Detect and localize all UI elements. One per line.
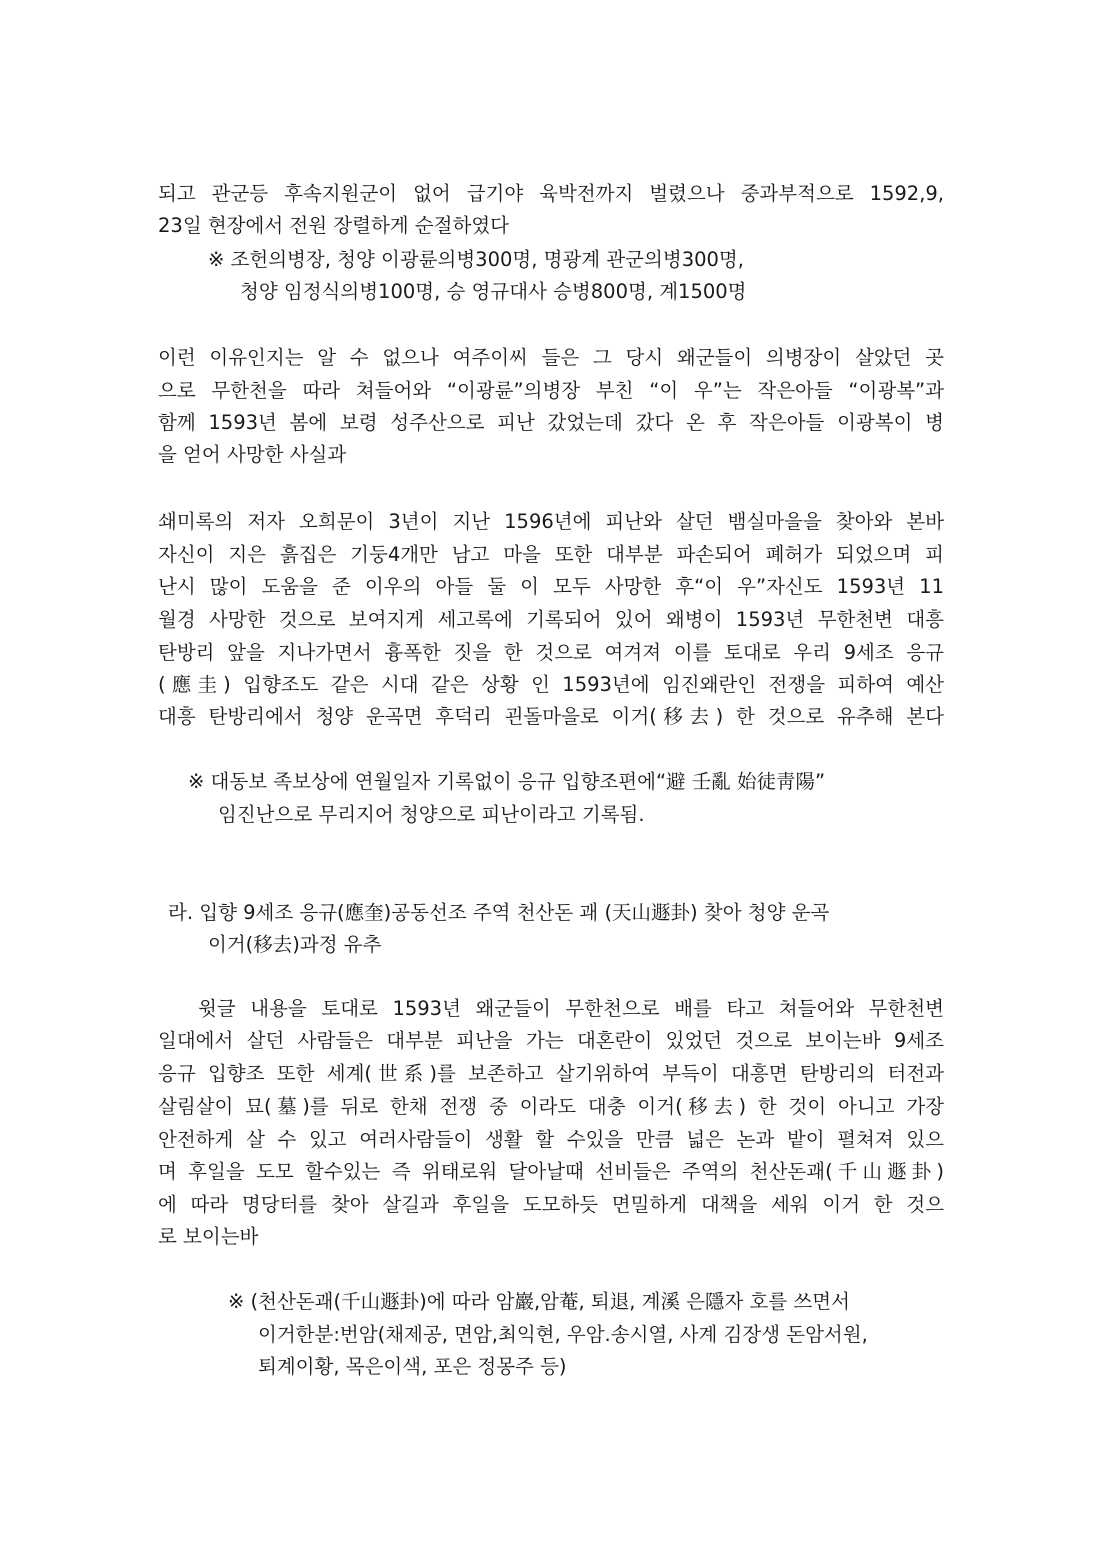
note-line: ※ 대동보 족보상에 연월일자 기록없이 응규 입향조편에“避 壬亂 始徒靑陽” xyxy=(188,770,826,793)
paragraph-line: 며 후일을 도모 할수있는 즉 위태로워 달아날때 선비들은 주역의 천산돈괘(千山遯卦) xyxy=(158,1160,944,1183)
paragraph-line: 대흥 탄방리에서 청양 운곡면 후덕리 괸돌마을로 이거(移去) 한 것으로 유추해 본다 xyxy=(158,705,944,728)
note-line: 퇴계이황, 목은이색, 포은 정몽주 등) xyxy=(258,1355,567,1378)
paragraph-line: 을 얻어 사망한 사실과 xyxy=(158,443,347,466)
paragraph-line: 에 따라 명당터를 찾아 살길과 후일을 도모하듯 면밀하게 대책을 세워 이거 한 것으 xyxy=(158,1193,944,1216)
note-line: 이거한분:번암(채제공, 면암,최익현, 우암.송시열, 사계 김장생 돈암서원, xyxy=(258,1323,868,1346)
paragraph-line: 으로 무한천을 따라 쳐들어와 “이광륜”의병장 부친 “이 우”는 작은아들 “이광복”과 xyxy=(158,379,944,402)
paragraph-line: 이런 이유인지는 알 수 없으나 여주이씨 들은 그 당시 왜군들이 의병장이 살았던 곳 xyxy=(158,346,944,369)
paragraph-line: 되고 관군등 후속지원군이 없어 급기야 육박전까지 벌렸으나 중과부적으로 1592,9, xyxy=(158,182,944,205)
paragraph-line: 자신이 지은 흙집은 기둥4개만 남고 마을 또한 대부분 파손되어 폐허가 되었으며 피 xyxy=(158,543,944,566)
paragraph-line: 함께 1593년 봄에 보령 성주산으로 피난 갔었는데 갔다 온 후 작은아들 이광복이 병 xyxy=(158,411,944,434)
paragraph-line: 쇄미록의 저자 오희문이 3년이 지난 1596년에 피난와 살던 뱀실마을을 찾아와 본바 xyxy=(158,510,944,533)
paragraph-line: 일대에서 살던 사람들은 대부분 피난을 가는 대혼란이 있었던 것으로 보이는바 9세조 xyxy=(158,1029,944,1052)
section-heading: 이거(移去)과정 유추 xyxy=(208,933,382,956)
note-line: 임진난으로 무리지어 청양으로 피난이라고 기록됨. xyxy=(218,803,645,826)
note-line: ※ 조헌의병장, 청양 이광륜의병300명, 명광계 관군의병300명, xyxy=(208,248,744,271)
paragraph-line: 로 보이는바 xyxy=(158,1225,259,1248)
paragraph-line: 난시 많이 도움을 준 이우의 아들 둘 이 모두 사망한 후“이 우”자신도 1593년 11 xyxy=(158,575,944,598)
note-line: 청양 임정식의병100명, 승 영규대사 승병800명, 계1500명 xyxy=(240,280,747,303)
note-line: ※ (천산돈괘(千山遯卦)에 따라 암巖,암菴, 퇴退, 계溪 은隱자 호를 쓰면서 xyxy=(228,1290,850,1313)
paragraph-line: 탄방리 앞을 지나가면서 흉폭한 짓을 한 것으로 여겨져 이를 토대로 우리 9세조 응규 xyxy=(158,641,944,664)
paragraph-line: 월경 사망한 것으로 보여지게 세고록에 기록되어 있어 왜병이 1593년 무한천변 대흥 xyxy=(158,608,944,631)
paragraph-line: 윗글 내용을 토대로 1593년 왜군들이 무한천으로 배를 타고 쳐들어와 무한천변 xyxy=(198,997,944,1020)
paragraph-line: 살림살이 묘(墓)를 뒤로 한채 전쟁 중 이라도 대충 이거(移去) 한 것이 아니고 가장 xyxy=(158,1095,944,1118)
paragraph-line: 안전하게 살 수 있고 여러사람들이 생활 할 수있을 만큼 넓은 논과 밭이 펼쳐져 있으 xyxy=(158,1128,944,1151)
section-heading: 라. 입향 9세조 응규(應奎)공동선조 주역 천산돈 괘 (天山遯卦) 찾아 청양 운곡 xyxy=(168,901,830,924)
paragraph-line: (應圭) 입향조도 같은 시대 같은 상황 인 1593년에 임진왜란인 전쟁을 피하여 예산 xyxy=(158,673,944,696)
paragraph-line: 응규 입향조 또한 세계(世系)를 보존하고 살기위하여 부득이 대흥면 탄방리의 터전과 xyxy=(158,1062,944,1085)
paragraph-line: 23일 현장에서 전원 장렬하게 순절하였다 xyxy=(158,214,509,237)
